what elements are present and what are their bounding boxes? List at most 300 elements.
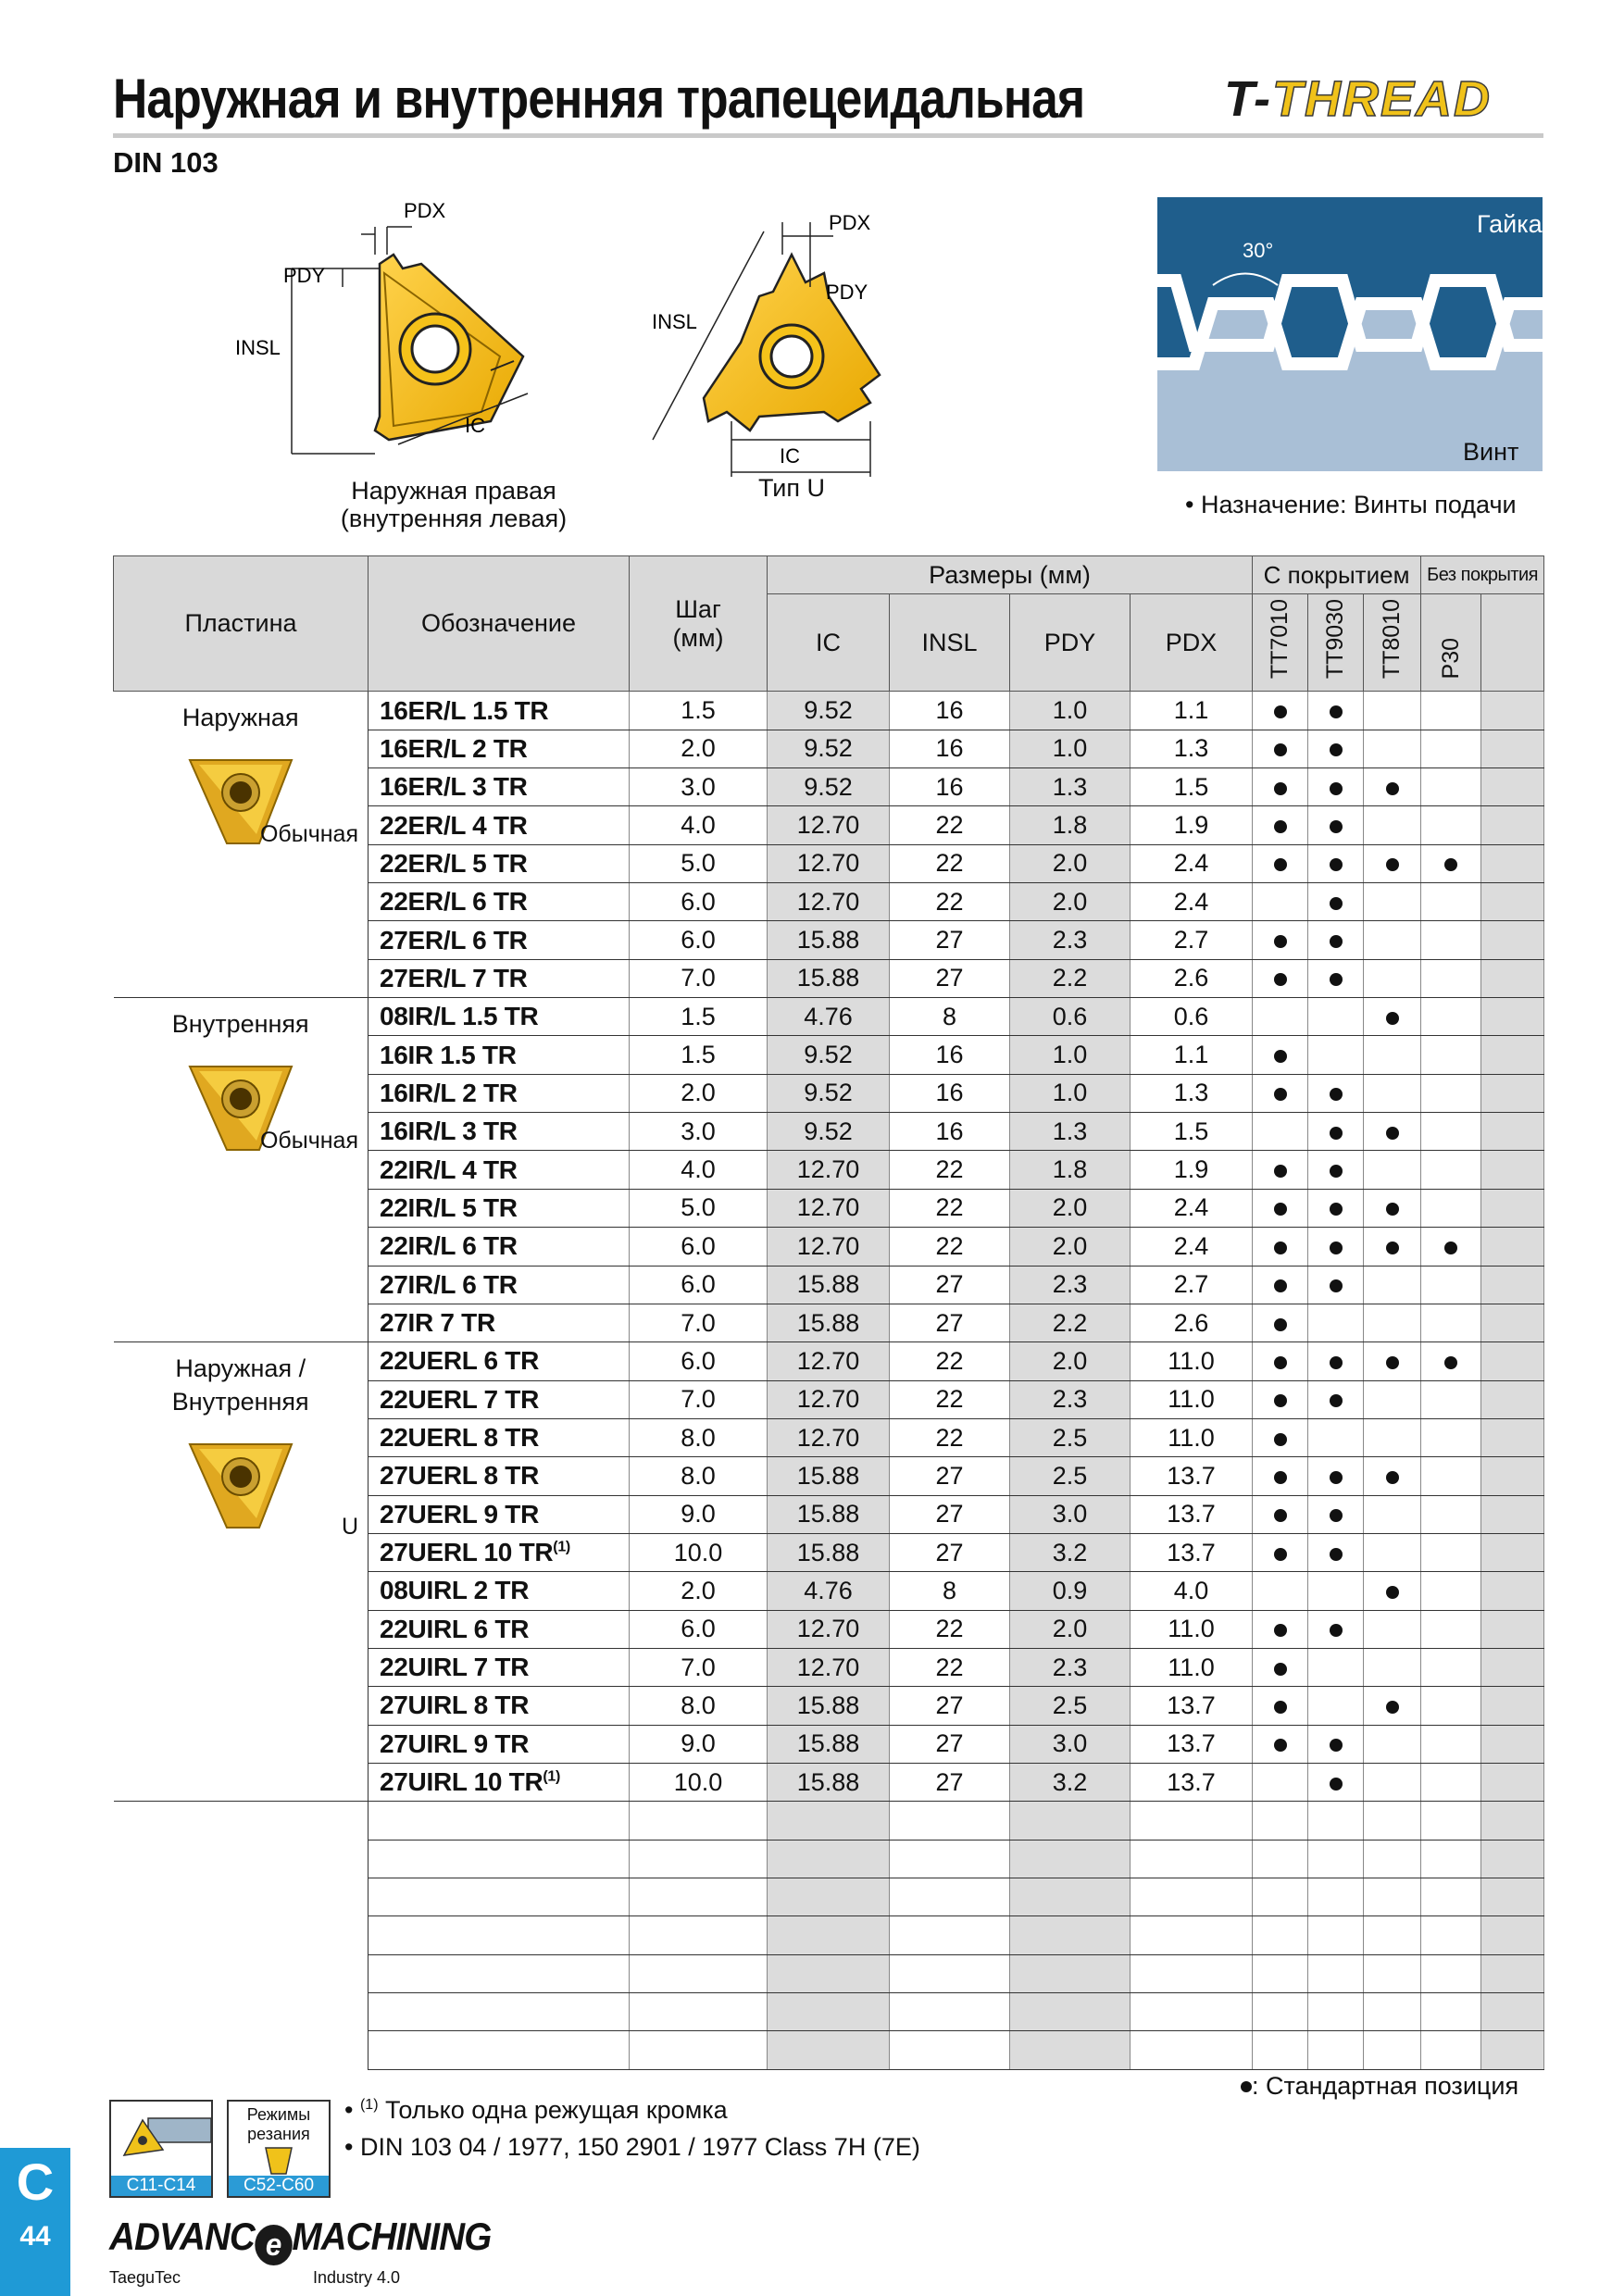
- empty-cell: [768, 1840, 890, 1878]
- insl-cell: 27: [890, 1457, 1010, 1495]
- empty-cell: [369, 1802, 630, 1840]
- pdy-cell: 2.0: [1010, 1610, 1131, 1648]
- header-plate: Пластина: [114, 556, 369, 692]
- grade-availability-cell: [1364, 768, 1421, 806]
- grade-availability-cell: [1481, 1074, 1544, 1112]
- empty-cell: [1131, 1878, 1253, 1916]
- designation-cell: [369, 1189, 630, 1227]
- availability-dot-icon: [1386, 1586, 1399, 1599]
- footnote-2: • DIN 103 04 / 1977, 150 2901 / 1977 Class 7H (7E): [344, 2133, 920, 2161]
- cutting-data-title-2: резания: [247, 2125, 310, 2143]
- grade-availability-cell: [1481, 1572, 1544, 1610]
- grade-availability-cell: [1421, 1342, 1481, 1380]
- grade-availability-cell: [1481, 1151, 1544, 1189]
- pdx-cell: 1.9: [1131, 1151, 1253, 1189]
- header-grade-tt9030: [1308, 594, 1364, 692]
- grade-availability-cell: [1481, 998, 1544, 1036]
- angle-label: 30°: [1243, 239, 1274, 262]
- designation-cell: [369, 1725, 630, 1763]
- designation-text: 08IR/L 1.5 TR: [380, 1002, 539, 1031]
- empty-cell: [630, 1954, 768, 1992]
- empty-cell: [1421, 1878, 1481, 1916]
- pdy-cell: 1.8: [1010, 1151, 1131, 1189]
- insl-cell: 27: [890, 1725, 1010, 1763]
- grade-availability-cell: [1481, 1533, 1544, 1571]
- ic-cell: 9.52: [768, 1036, 890, 1074]
- empty-cell: [890, 1878, 1010, 1916]
- empty-cell: [369, 1993, 630, 2031]
- insl-cell: 22: [890, 1648, 1010, 1686]
- grade-availability-cell: [1421, 1113, 1481, 1151]
- empty-cell: [890, 1802, 1010, 1840]
- empty-cell: [1421, 1802, 1481, 1840]
- pdx-cell: 1.5: [1131, 768, 1253, 806]
- header-uncoated: Без покрытия: [1421, 556, 1544, 594]
- header-grade-p30: [1421, 594, 1481, 692]
- grade-availability-cell: [1364, 1610, 1421, 1648]
- header-ic: IC: [768, 594, 890, 692]
- designation-text: 16ER/L 2 TR: [380, 733, 528, 763]
- empty-cell: [1253, 1993, 1308, 2031]
- pdy-cell: 2.2: [1010, 1304, 1131, 1341]
- empty-cell: [1481, 1840, 1544, 1878]
- grade-availability-cell: [1253, 768, 1308, 806]
- standard-subtitle: DIN 103: [113, 146, 219, 179]
- pdy-cell: 2.0: [1010, 1342, 1131, 1380]
- pitch-cell: 9.0: [630, 1725, 768, 1763]
- header-pitch-line-1: Шаг: [675, 594, 721, 623]
- grade-availability-cell: [1364, 1572, 1421, 1610]
- grade-label: TT7010: [1267, 599, 1293, 680]
- availability-dot-icon: [1330, 973, 1343, 986]
- grade-availability-cell: [1421, 1648, 1481, 1686]
- designation-cell: [369, 998, 630, 1036]
- grade-availability-cell: [1364, 1189, 1421, 1227]
- pdy-cell: 1.8: [1010, 806, 1131, 844]
- pdy-cell: 2.3: [1010, 921, 1131, 959]
- pdx-cell: 1.1: [1131, 1036, 1253, 1074]
- pitch-cell: 7.0: [630, 1380, 768, 1418]
- empty-cell: [768, 2031, 890, 2069]
- grade-availability-cell: [1253, 1342, 1308, 1380]
- grade-availability-cell: [1364, 1342, 1421, 1380]
- caption-line-1: Наружная правая: [351, 477, 556, 505]
- pdy-cell: 2.0: [1010, 1228, 1131, 1266]
- pitch-cell: 6.0: [630, 1342, 768, 1380]
- pitch-cell: 3.0: [630, 768, 768, 806]
- grade-availability-cell: [1253, 1074, 1308, 1112]
- header-coated: С покрытием: [1253, 556, 1421, 594]
- pdx-cell: 2.4: [1131, 1228, 1253, 1266]
- grade-availability-cell: [1253, 921, 1308, 959]
- designation-text: 22IR/L 6 TR: [380, 1231, 518, 1261]
- u-type-caption: Тип U: [757, 474, 825, 502]
- empty-cell: [1131, 2031, 1253, 2069]
- availability-dot-icon: [1330, 1739, 1343, 1752]
- grade-availability-cell: [1253, 959, 1308, 997]
- pdy-cell: 2.5: [1010, 1418, 1131, 1456]
- availability-dot-icon: [1274, 782, 1287, 795]
- pdx-label: PDX: [404, 199, 446, 222]
- cutting-data-reference-box[interactable]: [227, 2100, 331, 2198]
- plate-group-type: U: [341, 1514, 358, 1541]
- grade-availability-cell: [1308, 1342, 1364, 1380]
- ic-cell: 15.88: [768, 1687, 890, 1725]
- page-title: Наружная и внутренняя трапецеидальная: [113, 68, 1085, 130]
- empty-cell: [768, 1916, 890, 1954]
- grade-availability-cell: [1308, 1074, 1364, 1112]
- pdy-cell: 3.0: [1010, 1495, 1131, 1533]
- plate-group-label: Наружная: [181, 704, 299, 732]
- ic-cell: 9.52: [768, 730, 890, 767]
- designation-text: 22UERL 8 TR: [380, 1423, 540, 1453]
- table-row: [114, 998, 1544, 1036]
- grade-availability-cell: [1421, 1189, 1481, 1227]
- grade-availability-cell: [1421, 1380, 1481, 1418]
- grade-availability-cell: [1421, 1266, 1481, 1304]
- table-row: [114, 692, 1544, 730]
- table-row: [114, 1342, 1544, 1380]
- header-grade-empty: [1481, 594, 1544, 692]
- ic-cell: 15.88: [768, 1725, 890, 1763]
- grade-availability-cell: [1253, 1151, 1308, 1189]
- designation-cell: [369, 1380, 630, 1418]
- ic-cell: 4.76: [768, 1572, 890, 1610]
- header-grade-tt7010: [1253, 594, 1308, 692]
- pitch-cell: 10.0: [630, 1533, 768, 1571]
- cutting-data-icon: [229, 2144, 329, 2177]
- empty-cell: [1421, 1993, 1481, 2031]
- screw-label: Винт: [1463, 438, 1519, 466]
- designation-cell: [369, 768, 630, 806]
- empty-cell: [369, 2031, 630, 2069]
- availability-dot-icon: [1274, 1318, 1287, 1331]
- availability-dot-icon: [1330, 1471, 1343, 1484]
- designation-cell: [369, 1151, 630, 1189]
- availability-dot-icon: [1274, 1624, 1287, 1637]
- ic-label: IC: [465, 414, 485, 437]
- pitch-cell: 6.0: [630, 1228, 768, 1266]
- insl-cell: 22: [890, 1418, 1010, 1456]
- pitch-cell: 2.0: [630, 1074, 768, 1112]
- designation-text: 22IR/L 5 TR: [380, 1192, 518, 1222]
- grade-availability-cell: [1481, 1342, 1544, 1380]
- header-pdy: PDY: [1010, 594, 1131, 692]
- grade-availability-cell: [1421, 959, 1481, 997]
- grade-availability-cell: [1308, 921, 1364, 959]
- grade-availability-cell: [1481, 1763, 1544, 1801]
- designation-cell: [369, 1648, 630, 1686]
- grade-availability-cell: [1481, 1380, 1544, 1418]
- ic-cell: 12.70: [768, 844, 890, 882]
- availability-dot-icon: [1386, 1012, 1399, 1025]
- grade-availability-cell: [1308, 1457, 1364, 1495]
- designation-text: 27ER/L 7 TR: [380, 963, 528, 992]
- pitch-cell: 5.0: [630, 844, 768, 882]
- grade-availability-cell: [1364, 1495, 1421, 1533]
- pdy-cell: 3.2: [1010, 1763, 1131, 1801]
- grade-availability-cell: [1253, 1763, 1308, 1801]
- grade-availability-cell: [1364, 1266, 1421, 1304]
- pdy-cell: 3.2: [1010, 1533, 1131, 1571]
- insl-cell: 8: [890, 1572, 1010, 1610]
- pitch-cell: 7.0: [630, 1648, 768, 1686]
- designation-cell: [369, 1304, 630, 1341]
- pdy-cell: 0.6: [1010, 998, 1131, 1036]
- empty-cell: [1253, 1840, 1308, 1878]
- pitch-cell: 7.0: [630, 1304, 768, 1341]
- brand-logo: [109, 2215, 491, 2265]
- availability-dot-icon: [1386, 858, 1399, 871]
- designation-cell: [369, 692, 630, 730]
- designation-text: 22UIRL 6 TR: [380, 1614, 530, 1643]
- insl-cell: 27: [890, 1266, 1010, 1304]
- ic-cell: 9.52: [768, 692, 890, 730]
- designation-text: 16IR/L 2 TR: [380, 1078, 518, 1107]
- pdy-cell: 2.3: [1010, 1648, 1131, 1686]
- footnote-ref: (1): [543, 1768, 561, 1785]
- grade-availability-cell: [1308, 1533, 1364, 1571]
- pdx-cell: 11.0: [1131, 1648, 1253, 1686]
- pdx-cell: 11.0: [1131, 1380, 1253, 1418]
- insert-photo-icon: [171, 1426, 310, 1537]
- designation-cell: [369, 1074, 630, 1112]
- designation-cell: [369, 921, 630, 959]
- grade-availability-cell: [1481, 1036, 1544, 1074]
- availability-dot-icon: [1274, 1548, 1287, 1561]
- grade-availability-cell: [1364, 1304, 1421, 1341]
- pitch-cell: 1.5: [630, 692, 768, 730]
- availability-dot-icon: [1274, 1050, 1287, 1063]
- pdx-cell: 2.6: [1131, 1304, 1253, 1341]
- ic-cell: 12.70: [768, 1151, 890, 1189]
- pdx-cell: 13.7: [1131, 1533, 1253, 1571]
- grade-availability-cell: [1421, 692, 1481, 730]
- empty-cell: [1481, 1916, 1544, 1954]
- availability-dot-icon: [1274, 1203, 1287, 1216]
- grade-availability-cell: [1253, 1304, 1308, 1341]
- footnote-1-text: Только одна режущая кромка: [378, 2096, 728, 2124]
- availability-dot-icon: [1274, 935, 1287, 948]
- ic-cell: 15.88: [768, 1533, 890, 1571]
- pdy-cell: 0.9: [1010, 1572, 1131, 1610]
- ic-cell: 12.70: [768, 1610, 890, 1648]
- grade-availability-cell: [1364, 1687, 1421, 1725]
- availability-dot-icon: [1330, 1356, 1343, 1369]
- empty-cell: [1421, 1916, 1481, 1954]
- pdy-cell: 2.3: [1010, 1266, 1131, 1304]
- empty-cell: [1131, 1954, 1253, 1992]
- ic-cell: 12.70: [768, 1189, 890, 1227]
- grade-availability-cell: [1481, 1113, 1544, 1151]
- grade-availability-cell: [1421, 1495, 1481, 1533]
- empty-cell: [630, 1840, 768, 1878]
- standard-item-legend: [1241, 2072, 1518, 2101]
- brand-part-1: ADVANC: [109, 2215, 255, 2258]
- grade-availability-cell: [1253, 1572, 1308, 1610]
- grade-availability-cell: [1364, 1113, 1421, 1151]
- grade-availability-cell: [1421, 1610, 1481, 1648]
- insl-cell: 16: [890, 692, 1010, 730]
- plate-group-label: Внутренняя: [171, 1010, 309, 1039]
- grade-availability-cell: [1308, 883, 1364, 921]
- grade-availability-cell: [1253, 1228, 1308, 1266]
- pitch-cell: 4.0: [630, 1151, 768, 1189]
- availability-dot-icon: [1330, 1548, 1343, 1561]
- pdx-cell: 0.6: [1131, 998, 1253, 1036]
- ic-cell: 12.70: [768, 1380, 890, 1418]
- pitch-cell: 3.0: [630, 1113, 768, 1151]
- pdx-cell: 13.7: [1131, 1495, 1253, 1533]
- grade-label: TT9030: [1322, 599, 1349, 680]
- ic-cell: 12.70: [768, 1648, 890, 1686]
- designation-text: 22UERL 6 TR: [380, 1346, 540, 1376]
- designation-text: 22UIRL 7 TR: [380, 1653, 530, 1682]
- pdx-cell: 11.0: [1131, 1342, 1253, 1380]
- t-thread-logo: [1224, 70, 1492, 128]
- empty-cell: [1364, 1878, 1421, 1916]
- grade-availability-cell: [1421, 1074, 1481, 1112]
- grade-availability-cell: [1253, 1687, 1308, 1725]
- grade-availability-cell: [1481, 730, 1544, 767]
- pdx-cell: 1.3: [1131, 1074, 1253, 1112]
- grade-availability-cell: [1253, 692, 1308, 730]
- availability-dot-icon: [1330, 705, 1343, 718]
- designation-cell: [369, 1418, 630, 1456]
- pitch-cell: 4.0: [630, 806, 768, 844]
- empty-cell: [1481, 1878, 1544, 1916]
- pitch-cell: 1.5: [630, 998, 768, 1036]
- pdx-label: PDX: [829, 211, 871, 234]
- grade-availability-cell: [1421, 806, 1481, 844]
- grade-availability-cell: [1308, 959, 1364, 997]
- grade-availability-cell: [1308, 692, 1364, 730]
- designation-cell: [369, 1495, 630, 1533]
- pdy-cell: 2.5: [1010, 1457, 1131, 1495]
- designation-text: 22IR/L 4 TR: [380, 1154, 518, 1184]
- grade-availability-cell: [1308, 1189, 1364, 1227]
- title-divider: [113, 133, 1543, 138]
- designation-cell: [369, 1113, 630, 1151]
- grade-availability-cell: [1421, 998, 1481, 1036]
- insl-cell: 16: [890, 1074, 1010, 1112]
- ic-cell: 15.88: [768, 1457, 890, 1495]
- grade-availability-cell: [1253, 1648, 1308, 1686]
- header-pitch: [630, 556, 768, 692]
- pdx-cell: 2.4: [1131, 883, 1253, 921]
- availability-dot-icon: [1274, 1279, 1287, 1292]
- footnote-marker: (1): [359, 2097, 379, 2113]
- empty-cell: [1481, 1954, 1544, 1992]
- insl-cell: 16: [890, 1113, 1010, 1151]
- toolholder-page-ref: C11-C14: [111, 2176, 211, 2196]
- grade-availability-cell: [1421, 1725, 1481, 1763]
- availability-dot-icon: [1386, 1242, 1399, 1254]
- footnote-ref: (1): [553, 1539, 570, 1555]
- grade-availability-cell: [1481, 1304, 1544, 1341]
- empty-cell: [768, 1954, 890, 1992]
- designation-cell: [369, 1036, 630, 1074]
- grade-availability-cell: [1253, 1036, 1308, 1074]
- page-number: 44: [19, 2221, 51, 2252]
- insl-cell: 22: [890, 844, 1010, 882]
- grade-availability-cell: [1308, 1304, 1364, 1341]
- availability-dot-icon: [1330, 1127, 1343, 1140]
- empty-cell: [1010, 1802, 1131, 1840]
- grade-availability-cell: [1308, 806, 1364, 844]
- availability-dot-icon: [1274, 1739, 1287, 1752]
- pdx-cell: 4.0: [1131, 1572, 1253, 1610]
- designation-text: 27ER/L 6 TR: [380, 925, 528, 955]
- cutting-data-page-ref: C52-C60: [229, 2176, 329, 2196]
- empty-cell: [1253, 1878, 1308, 1916]
- designation-cell: [369, 1533, 630, 1571]
- empty-cell: [890, 1916, 1010, 1954]
- ic-cell: 12.70: [768, 806, 890, 844]
- empty-cell: [1364, 2031, 1421, 2069]
- insl-cell: 27: [890, 1533, 1010, 1571]
- brand-company: TaeguTec: [109, 2268, 181, 2287]
- availability-dot-icon: [1330, 1509, 1343, 1522]
- grade-availability-cell: [1308, 844, 1364, 882]
- pdy-cell: 1.3: [1010, 768, 1131, 806]
- pdy-cell: 1.0: [1010, 730, 1131, 767]
- insl-label: INSL: [235, 336, 281, 359]
- availability-dot-icon: [1274, 1663, 1287, 1676]
- pdx-cell: 1.3: [1131, 730, 1253, 767]
- grade-availability-cell: [1481, 806, 1544, 844]
- header-insl: INSL: [890, 594, 1010, 692]
- external-insert-caption: [315, 477, 593, 532]
- empty-cell: [630, 1916, 768, 1954]
- standard-item-text: : Стандартная позиция: [1252, 2072, 1519, 2100]
- pdx-cell: 2.7: [1131, 1266, 1253, 1304]
- cutting-data-title-1: Режимы: [246, 2105, 311, 2124]
- grade-availability-cell: [1308, 1610, 1364, 1648]
- availability-dot-icon: [1274, 1394, 1287, 1407]
- empty-cell: [1308, 1878, 1364, 1916]
- empty-cell: [1364, 1916, 1421, 1954]
- ic-cell: 15.88: [768, 1495, 890, 1533]
- availability-dot-icon: [1274, 1701, 1287, 1714]
- availability-dot-icon: [1274, 973, 1287, 986]
- grade-availability-cell: [1421, 844, 1481, 882]
- empty-cell: [1131, 1840, 1253, 1878]
- grade-availability-cell: [1308, 1648, 1364, 1686]
- pdx-cell: 1.9: [1131, 806, 1253, 844]
- pitch-cell: 2.0: [630, 730, 768, 767]
- plate-group-cell: [114, 692, 369, 998]
- grade-availability-cell: [1308, 998, 1364, 1036]
- grade-availability-cell: [1253, 1189, 1308, 1227]
- ic-cell: 12.70: [768, 1342, 890, 1380]
- empty-cell: [1010, 1954, 1131, 1992]
- grade-availability-cell: [1308, 1418, 1364, 1456]
- brand-tagline: Industry 4.0: [313, 2268, 401, 2287]
- u-type-insert-diagram: [639, 204, 944, 481]
- empty-cell: [1421, 1954, 1481, 1992]
- empty-cell: [1253, 1802, 1308, 1840]
- availability-dot-icon: [1274, 858, 1287, 871]
- availability-dot-icon: [1274, 1471, 1287, 1484]
- designation-cell: [369, 730, 630, 767]
- grade-availability-cell: [1481, 844, 1544, 882]
- grade-availability-cell: [1253, 1380, 1308, 1418]
- pdy-label: PDY: [826, 281, 868, 304]
- toolholder-reference-box[interactable]: [109, 2100, 213, 2198]
- insl-cell: 27: [890, 1304, 1010, 1341]
- ic-cell: 12.70: [768, 883, 890, 921]
